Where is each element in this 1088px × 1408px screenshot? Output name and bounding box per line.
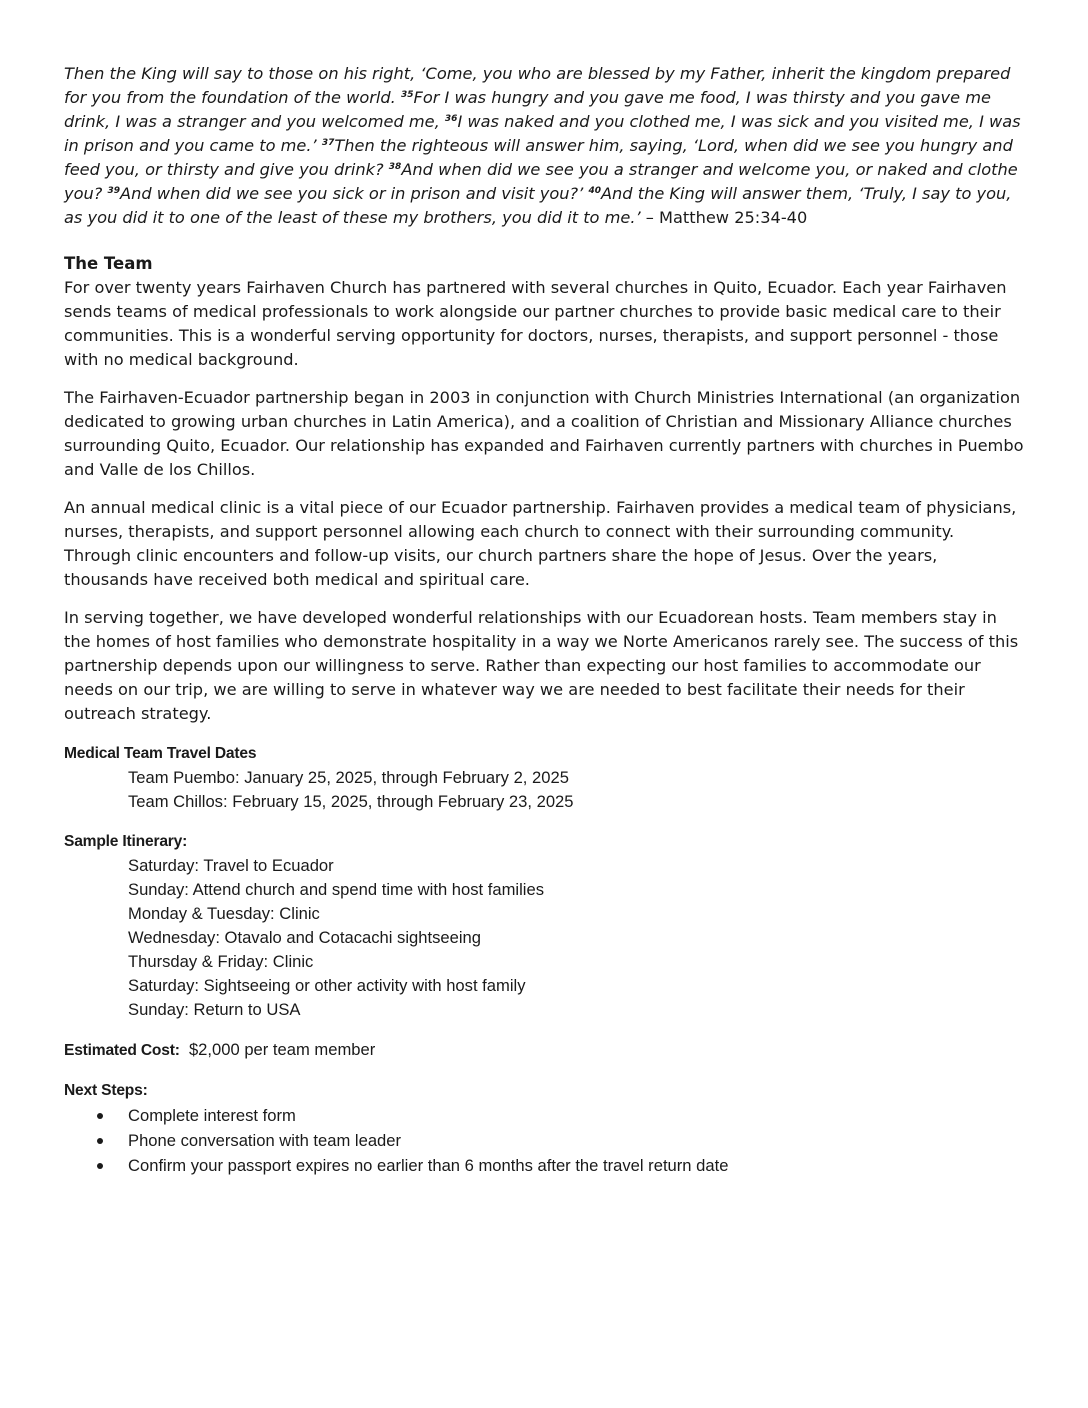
team-paragraph: An annual medical clinic is a vital piece of our Ecuador partnership. Fairhaven provides a medical team of physicians, nurses, therapists, and support personnel allowing each church to connect with their surrounding community. Through clinic encounters and follow-up visits, our church partners share the hope of Jesus. Over the years, thousands have received both medical and spiritual care. (64, 498, 1017, 589)
travel-dates-heading: Medical Team Travel Dates (64, 745, 257, 762)
next-steps-list (64, 1103, 1026, 1178)
bullet-icon (97, 1138, 103, 1144)
itinerary-line: Thursday & Friday: Clinic (128, 952, 314, 971)
scripture-quote (64, 62, 1026, 230)
verse-number: 37 (321, 138, 335, 148)
next-step-text: Complete interest form (128, 1106, 296, 1125)
itinerary-line: Wednesday: Otavalo and Cotacachi sightseeing (128, 928, 481, 947)
team-paragraph: The Fairhaven-Ecuador partnership began in 2003 in conjunction with Church Ministries International (an organization dedicated to growing urban churches in Latin America), and a coalition of Christian and Missionary Alliance churches surrounding Quito, Ecuador. Our relationship has expanded and Fairhaven currently partners with churches in Puembo and Valle de los Chillos. (64, 388, 1024, 479)
scripture-citation: – Matthew 25:34-40 (645, 208, 808, 227)
itinerary-heading: Sample Itinerary: (64, 833, 188, 850)
itinerary-line: Sunday: Attend church and spend time with host families (128, 880, 545, 899)
scripture-text: And when did we see you sick or in prison and visit you?’ (120, 184, 584, 203)
verse-number: 35 (400, 90, 414, 100)
list-item (64, 1128, 1026, 1153)
next-step-text: Confirm your passport expires no earlier than 6 months after the travel return date (128, 1156, 729, 1175)
itinerary-line: Saturday: Travel to Ecuador (128, 856, 334, 875)
cost-value: $2,000 per team member (188, 1040, 376, 1059)
itinerary-line: Sunday: Return to USA (128, 1000, 301, 1019)
scripture-text: I was naked and you clothed me, I was sick and you visited me, I was in prison and you came to me.’ (64, 112, 1021, 155)
travel-date-line: Team Chillos: February 15, 2025, through February 23, 2025 (128, 792, 574, 811)
bullet-icon (97, 1113, 103, 1119)
scripture-text: Then the King will say to those on his right, ‘Come, you who are blessed by my Father, inherit the kingdom prepared for you from the foundation of the world. (64, 64, 1011, 107)
team-paragraph: In serving together, we have developed wonderful relationships with our Ecuadorean hosts. Team members stay in the homes of host families who demonstrate hospitality in a way we Norte Americanos rarely see. The success of this partnership depends upon our willingness to serve. Rather than expecting our host families to accommodate our needs on our trip, we are willing to serve in whatever way we are needed to best facilitate their needs for their outreach strategy. (64, 608, 1019, 723)
scripture-text: Then the righteous will answer him, saying, ‘Lord, when did we see you hungry and feed you, or thirsty and give you drink? (64, 136, 1013, 179)
list-item (64, 1153, 1026, 1178)
team-heading: The Team (64, 254, 153, 273)
cost-label: Estimated Cost: (64, 1042, 180, 1059)
verse-number: 39 (107, 186, 121, 196)
verse-number: 36 (444, 114, 458, 124)
list-item (64, 1103, 1026, 1128)
scripture-text: For I was hungry and you gave me food, I was thirsty and you gave me drink, I was a stranger and you welcomed me, (64, 88, 991, 131)
scripture-text: And the King will answer them, ‘Truly, I say to you, as you did it to one of the least of these my brothers, you did it to me.’ (64, 184, 1012, 227)
scripture-text: And when did we see you a stranger and welcome you, or naked and clothe you? (64, 160, 1018, 203)
team-paragraph: For over twenty years Fairhaven Church has partnered with several churches in Quito, Ecuador. Each year Fairhaven sends teams of medical professionals to work alongside our partner churches to provide basic medical care to their communities. This is a wonderful serving opportunity for doctors, nurses, therapists, and support personnel - those with no medical background. (64, 278, 1007, 369)
itinerary-line: Monday & Tuesday: Clinic (128, 904, 320, 923)
next-steps-heading: Next Steps: (64, 1082, 148, 1099)
next-step-text: Phone conversation with team leader (128, 1131, 402, 1150)
verse-number: 40 (588, 186, 601, 196)
estimated-cost (64, 1038, 1026, 1063)
verse-number: 38 (388, 162, 402, 172)
travel-date-line: Team Puembo: January 25, 2025, through February 2, 2025 (128, 768, 569, 787)
itinerary-line: Saturday: Sightseeing or other activity with host family (128, 976, 526, 995)
document-page (64, 62, 1026, 1178)
bullet-icon (97, 1163, 103, 1169)
